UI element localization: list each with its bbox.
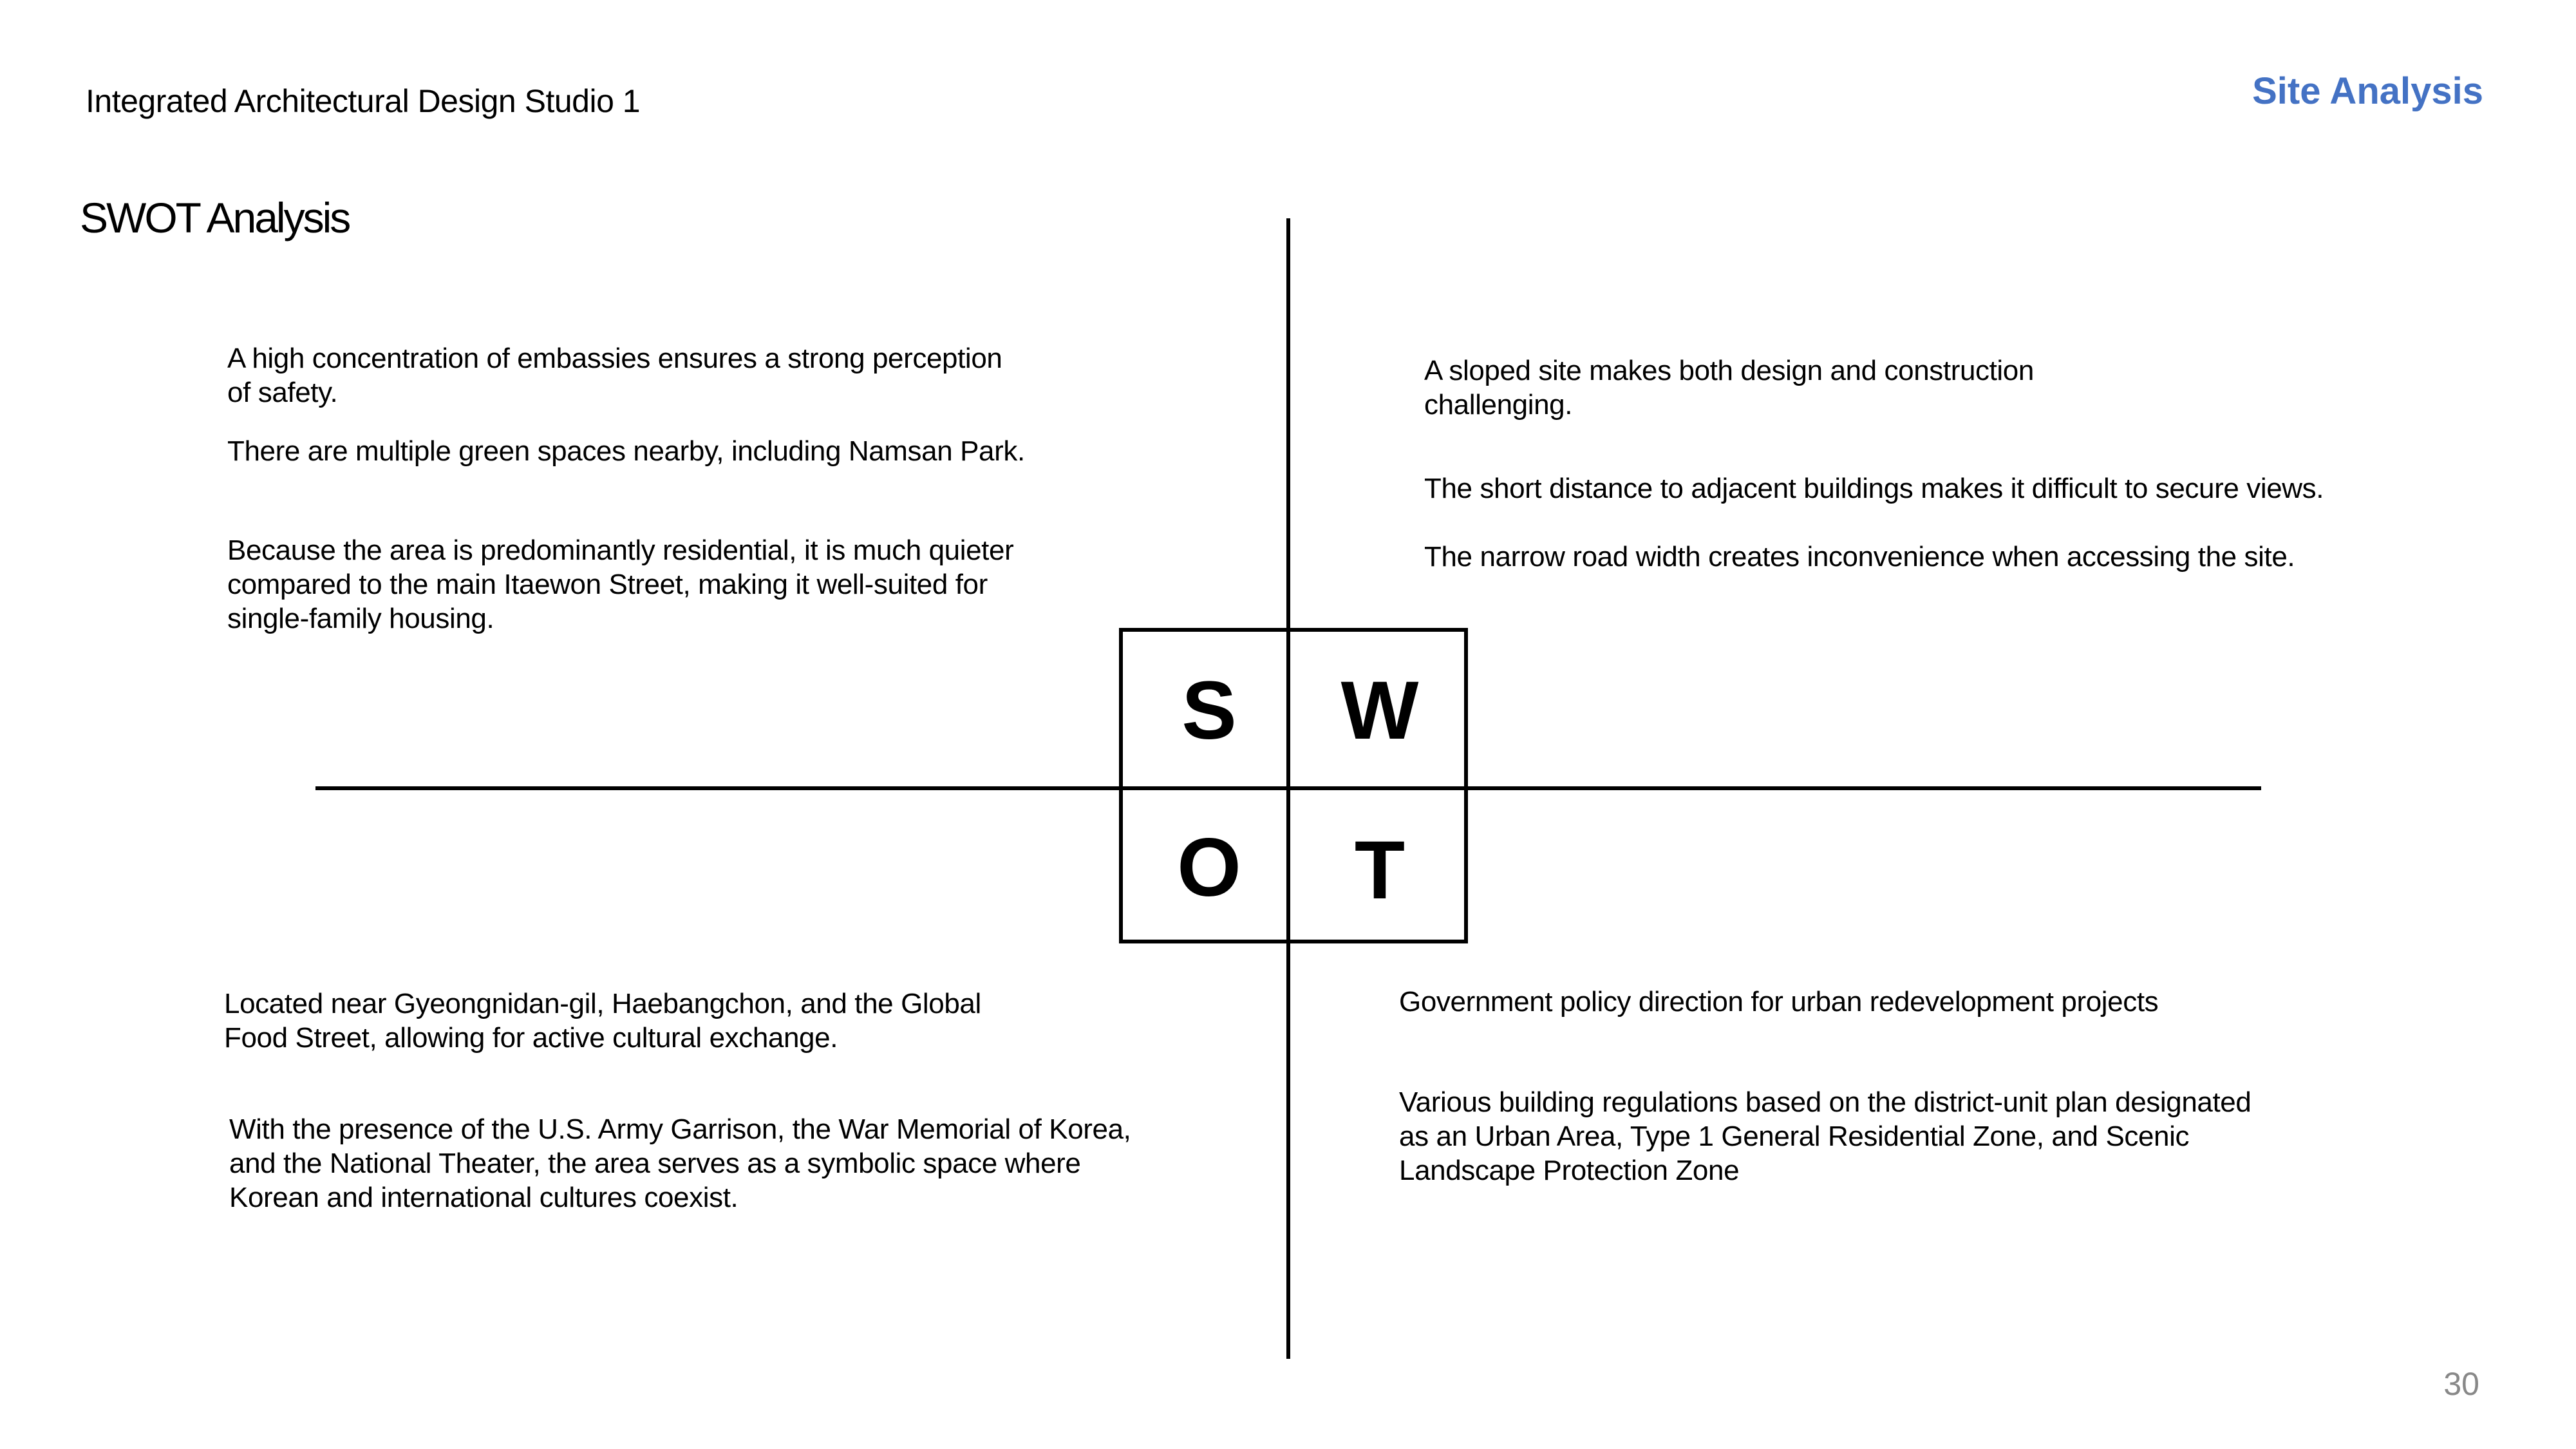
section-title: Site Analysis	[2252, 70, 2483, 112]
opportunity-item: Located near Gyeongnidan-gil, Haebangchon, and the Global Food Street, allowing for active cultural exchange.	[224, 988, 981, 1054]
opportunity-item: With the presence of the U.S. Army Garrison, the War Memorial of Korea, and the National Theater, the area serves as a symbolic space where Korean and international cultures coexist.	[229, 1113, 1131, 1213]
swot-letter-weaknesses: W	[1340, 665, 1419, 757]
strength-item: Because the area is predominantly residential, it is much quieter compared to the main Itaewon Street, making it well-suited for single-family housing.	[227, 535, 1014, 634]
weakness-item: The narrow road width creates inconvenience when accessing the site.	[1424, 541, 2295, 573]
swot-letter-strengths: S	[1181, 665, 1237, 757]
threat-item: Various building regulations based on the district-unit plan designated as an Urban Area, Type 1 General Residential Zone, and Scenic Landscape Protection Zone	[1399, 1086, 2252, 1186]
page-number: 30	[2443, 1366, 2479, 1402]
page-title: SWOT Analysis	[80, 194, 350, 242]
strength-item: A high concentration of embassies ensures a strong perception of safety.	[227, 343, 1002, 408]
course-title: Integrated Architectural Design Studio 1	[86, 83, 641, 119]
weakness-item: The short distance to adjacent buildings makes it difficult to secure views.	[1424, 473, 2324, 504]
swot-letter-threats: T	[1354, 824, 1406, 916]
swot-letter-opportunities: O	[1177, 822, 1241, 914]
strength-item: There are multiple green spaces nearby, including Namsan Park.	[227, 435, 1025, 467]
weakness-item: A sloped site makes both design and construction challenging.	[1424, 355, 2034, 421]
threat-item: Government policy direction for urban redevelopment projects	[1399, 986, 2159, 1018]
